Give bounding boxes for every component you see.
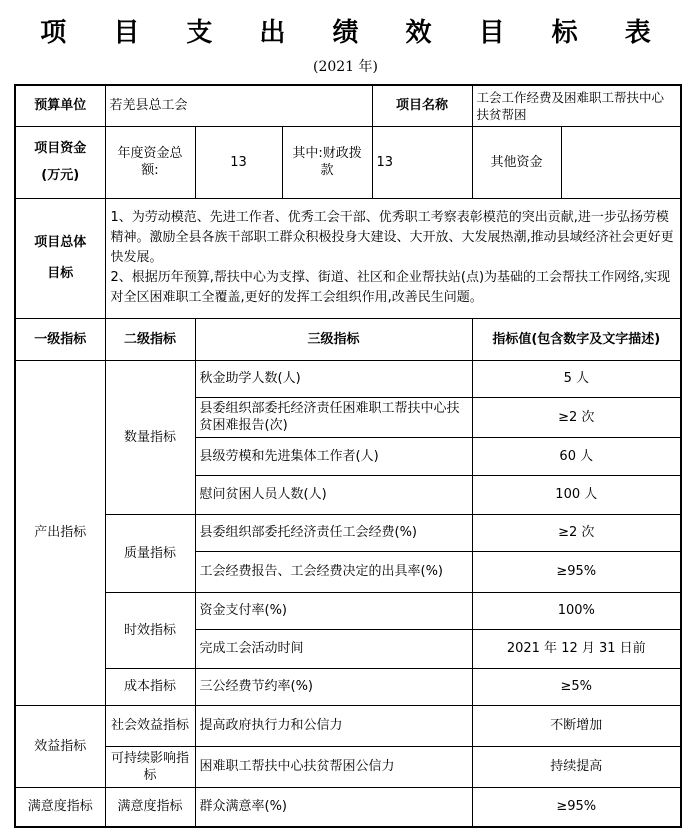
- output-indicator-label: 产出指标: [15, 360, 105, 705]
- overall-goal-label: [15, 198, 105, 318]
- benefit-indicator-label: 效益指标: [15, 705, 105, 787]
- project-funds-label-line1: 项目资金: [34, 141, 87, 156]
- table-row-name: 秋金助学人数(人): [195, 360, 472, 397]
- overall-goal-text: [105, 198, 681, 318]
- table-row-name: 慰问贫困人员人数(人): [195, 475, 472, 514]
- level3-header: 三级指标: [195, 318, 472, 360]
- annual-funds-label: 年度资金总额:: [105, 126, 195, 198]
- annual-funds-value: 13: [195, 126, 282, 198]
- project-name-value: 工会工作经费及困难职工帮扶中心扶贫帮困: [472, 85, 681, 126]
- table-row-name: 县委组织部委托经济责任工会经费(%): [195, 514, 472, 551]
- other-funds-label: 其他资金: [472, 126, 561, 198]
- page-title: 项 目 支 出 绩 效 目 标 表: [40, 18, 670, 48]
- satisfaction-indicator-label: 满意度指标: [15, 787, 105, 827]
- table-row-name: 困难职工帮扶中心扶贫帮困公信力: [195, 746, 472, 787]
- project-funds-label: [15, 126, 105, 198]
- overall-goal-label-line2: 目标: [47, 266, 74, 281]
- table-row-value: ≥2 次: [472, 397, 681, 437]
- year-label: (2021 年): [312, 59, 378, 75]
- cost-indicator-label: 成本指标: [105, 668, 195, 705]
- table-row-name: 工会经费报告、工会经费决定的出具率(%): [195, 551, 472, 592]
- overall-goal-label-line1: 项目总体: [34, 235, 87, 250]
- table-row-value: 2021 年 12 月 31 日前: [472, 629, 681, 668]
- table-row-value: ≥95%: [472, 551, 681, 592]
- quantity-indicator-label: 数量指标: [105, 360, 195, 514]
- timeliness-indicator-label: 时效指标: [105, 592, 195, 668]
- table-row-value: 5 人: [472, 360, 681, 397]
- table-row-value: 100%: [472, 592, 681, 629]
- table-row-value: 100 人: [472, 475, 681, 514]
- finance-allocation-value: 13: [372, 126, 472, 198]
- table-row-name: 提高政府执行力和公信力: [195, 705, 472, 746]
- project-funds-label-line2: (万元): [41, 168, 80, 183]
- budget-unit-value: 若羌县总工会: [105, 85, 372, 126]
- level2-header: 二级指标: [105, 318, 195, 360]
- satisfaction-sub-label: 满意度指标: [105, 787, 195, 827]
- table-row-name: 群众满意率(%): [195, 787, 472, 827]
- table-row-value: 持续提高: [472, 746, 681, 787]
- table-row-value: ≥95%: [472, 787, 681, 827]
- table-row-name: 县级劳模和先进集体工作者(人): [195, 437, 472, 475]
- table-row-value: ≥5%: [472, 668, 681, 705]
- budget-unit-label: 预算单位: [15, 85, 105, 126]
- goal-item-2: 2、根据历年预算,帮扶中心为支撑、街道、社区和企业帮扶站(点)为基础的工会帮扶工作网络,实现对全区困难职工全覆盖,更好的发挥工会组织作用,改善民生问题。: [110, 270, 671, 305]
- project-name-label: 项目名称: [372, 85, 472, 126]
- sustainable-impact-label: 可持续影响指标: [105, 746, 195, 787]
- table-row-name: 完成工会活动时间: [195, 629, 472, 668]
- table-row-value: 60 人: [472, 437, 681, 475]
- level1-header: 一级指标: [15, 318, 105, 360]
- value-header: 指标值(包含数字及文字描述): [472, 318, 681, 360]
- table-row-value: ≥2 次: [472, 514, 681, 551]
- table-row-value: 不断增加: [472, 705, 681, 746]
- goal-item-1: 1、为劳动模范、先进工作者、优秀工会干部、优秀职工考察表彰模范的突出贡献,进一步弘扬劳模精神。激励全县各族干部职工群众积极投身大建设、大开放、大发展热潮,推动县域经济社会更好更快发展。: [110, 210, 674, 265]
- social-benefit-label: 社会效益指标: [105, 705, 195, 746]
- performance-target-table: [14, 84, 682, 828]
- quality-indicator-label: 质量指标: [105, 514, 195, 592]
- table-row-name: 县委组织部委托经济责任困难职工帮扶中心扶贫困难报告(次): [195, 397, 472, 437]
- other-funds-value: [561, 126, 681, 198]
- table-row-name: 三公经费节约率(%): [195, 668, 472, 705]
- table-row-name: 资金支付率(%): [195, 592, 472, 629]
- finance-allocation-label: 其中:财政拨款: [282, 126, 372, 198]
